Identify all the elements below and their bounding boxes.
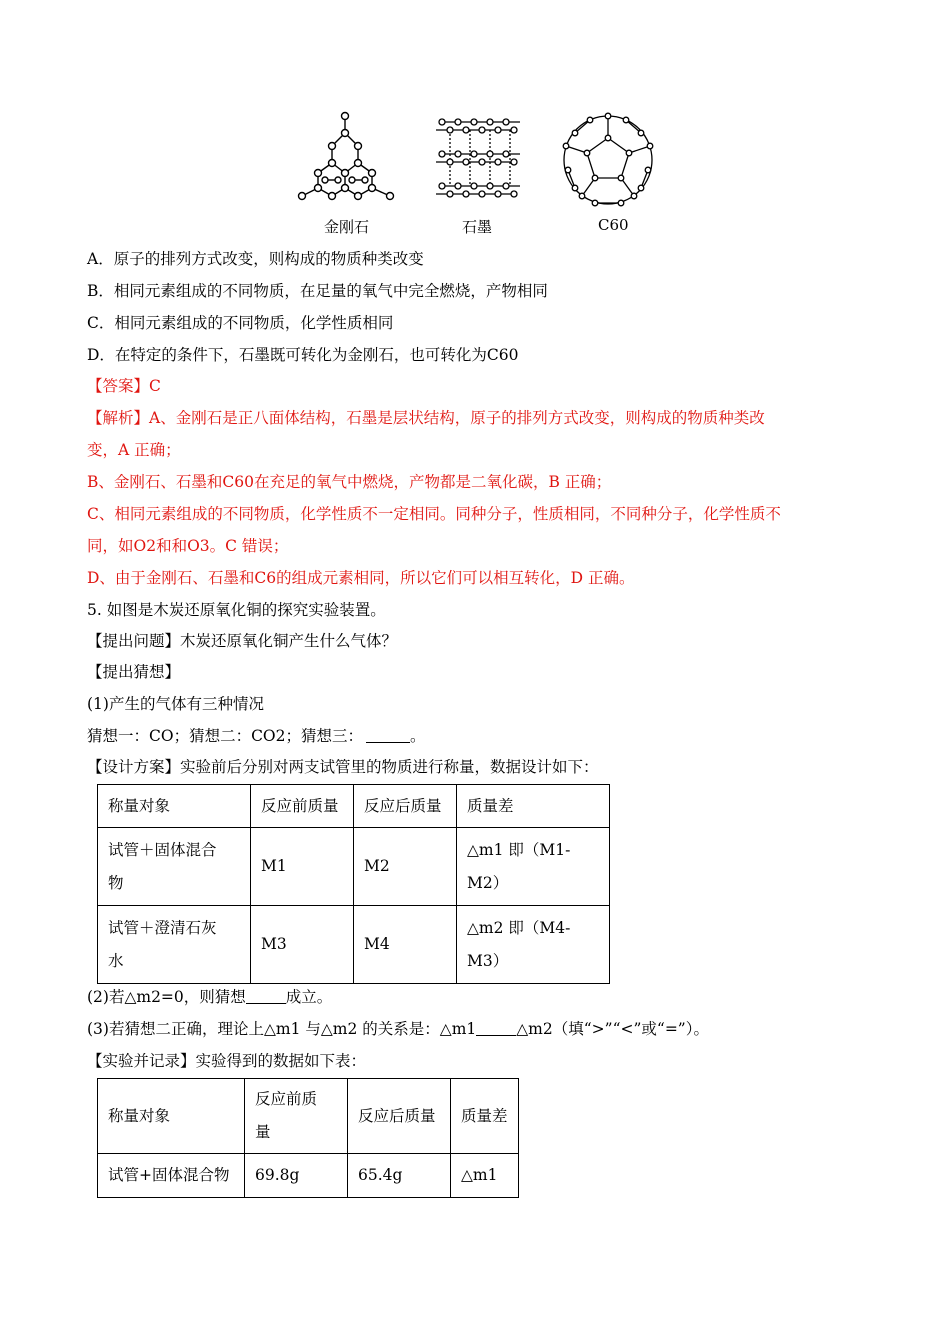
analysis-line-4: C、相同元素组成的不同物质，化学性质不一定相同。同种分子，性质相同，不同种分子，化学性质不 [87,505,781,523]
q5-guess-heading: 【提出猜想】 [87,663,181,681]
table-cell: 65.4g [348,1154,451,1198]
table-cell: △m1 即（M1-M2） [457,828,610,906]
graphite-structure [436,119,520,197]
table-header: 反应前质量 [251,785,354,828]
table-header: 反应后质量 [354,785,457,828]
table-cell: M2 [354,828,457,906]
analysis-line-2: 变，A 正确； [87,441,181,459]
table-header: 称量对象 [98,785,251,828]
guesses-end: 。 [410,727,426,745]
part3-end: △m2（填“>”“<”或“=”）。 [516,1020,709,1038]
cell-line: 水 [108,951,124,970]
option-b: B．相同元素组成的不同物质，在足量的氧气中完全燃烧，产物相同 [87,282,548,300]
table-row [98,1154,519,1198]
table-header [245,1079,348,1154]
c60-structure [563,113,653,206]
table-row [98,828,610,906]
table-header: 质量差 [457,785,610,828]
table-row [98,1079,519,1154]
table-cell [98,906,251,984]
allotrope-structures [290,108,670,218]
caption-c60: C60 [598,216,629,234]
part3-blank[interactable] [476,1021,516,1036]
table-cell: 试管+固体混合物 [98,1154,245,1198]
option-c: C．相同元素组成的不同物质，化学性质相同 [87,314,394,332]
design-table [97,784,610,984]
cell-line: 物 [108,873,124,892]
table-cell: 69.8g [245,1154,348,1198]
table-header: 反应后质量 [348,1079,451,1154]
table-cell: M4 [354,906,457,984]
option-a: A．原子的排列方式改变，则构成的物质种类改变 [87,250,424,268]
diamond-structure [299,113,394,200]
part2-blank[interactable] [246,989,286,1004]
cell-line: 试管＋澄清石灰 [108,918,217,937]
q5-design: 【设计方案】实验前后分别对两支试管里的物质进行称量，数据设计如下： [87,758,599,776]
q5-part3 [87,1019,709,1039]
allotrope-figure [290,108,670,240]
part3-text: (3)若猜想二正确，理论上△m1 与△m2 的关系是：△m1 [87,1020,477,1038]
part2-text: (2)若△m2=0，则猜想 [87,988,246,1006]
q5-guesses [87,726,426,746]
table-cell: M3 [251,906,354,984]
cell-line: 试管＋固体混合 [108,840,217,859]
analysis-line-3: B、金刚石、石墨和C60在充足的氧气中燃烧，产物都是二氧化碳，B 正确； [87,473,612,491]
table-cell: △m2 即（M4-M3） [457,906,610,984]
caption-graphite: 石墨 [462,218,493,236]
caption-diamond: 金刚石 [324,218,370,236]
part2-end: 成立。 [285,988,333,1006]
q5-title: 5. 如图是木炭还原氧化铜的探究实验装置。 [87,601,386,619]
table-cell [98,828,251,906]
analysis-line-5: 同，如O2和和O3。C 错误； [87,537,289,555]
cell-line: 量 [255,1123,271,1141]
table-cell: △m1 [451,1154,519,1198]
q5-record: 【实验并记录】实验得到的数据如下表： [87,1052,367,1070]
table-cell: M1 [251,828,354,906]
answer: 【答案】C [87,377,161,395]
q5-part1: (1)产生的气体有三种情况 [87,695,264,713]
q5-part2 [87,987,332,1007]
q5-question: 【提出问题】木炭还原氧化铜产生什么气体？ [87,632,398,650]
guess-three-blank[interactable] [366,728,410,743]
analysis-line-6: D、由于金刚石、石墨和C6的组成元素相同，所以它们可以相互转化，D 正确。 [87,569,635,587]
table-header: 称量对象 [98,1079,245,1154]
option-d: D．在特定的条件下，石墨既可转化为金刚石，也可转化为C60 [87,346,519,364]
table-row [98,906,610,984]
analysis-line-1: 【解析】A、金刚石是正八面体结构，石墨是层状结构，原子的排列方式改变，则构成的物质种类改 [87,409,765,427]
table-header: 质量差 [451,1079,519,1154]
record-table [97,1078,519,1198]
table-row [98,785,610,828]
guesses-text: 猜想一：CO；猜想二：CO2；猜想三： [87,727,363,745]
cell-line: 反应前质 [255,1090,318,1108]
